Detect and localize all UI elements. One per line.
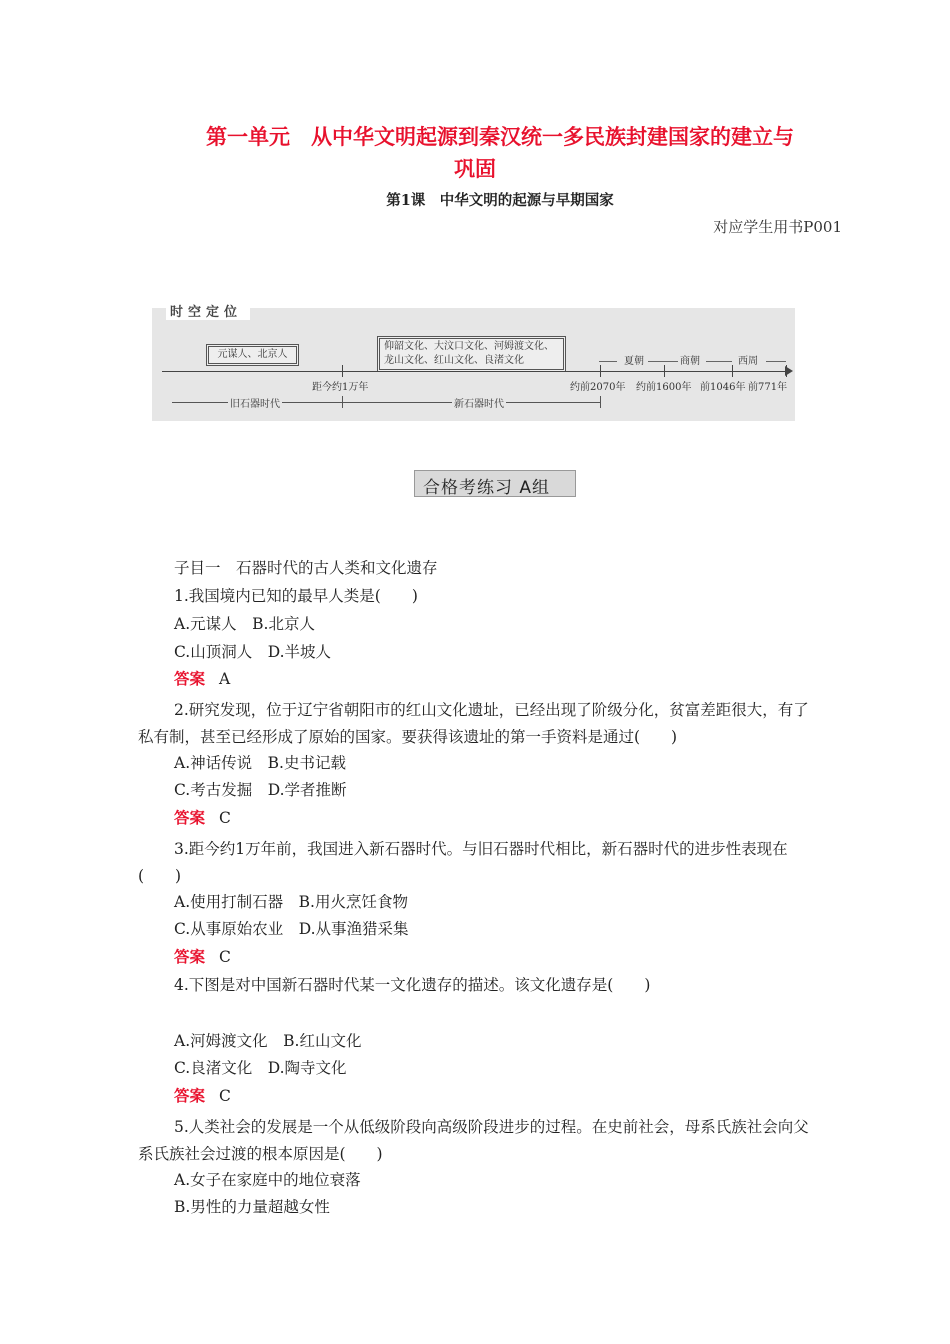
unit-title: 第一单元 从中华文明起源到秦汉统一多民族封建国家的建立与	[206, 124, 794, 149]
dynasty-shang: 商朝	[680, 356, 700, 367]
neolithic-cultures-box	[377, 336, 566, 372]
badge-group: A组	[519, 478, 551, 498]
tick-1600bc	[664, 365, 665, 377]
tick-2070bc	[600, 365, 601, 377]
q2-stem: 2.研究发现，位于辽宁省朝阳市的红山文化遗址，已经出现了阶级分化，贫富差距很大，有了私有制，甚至已经形成了原始的国家。要获得该遗址的第一手资料是通过( )	[138, 701, 809, 746]
page-reference: 对应学生用书P001	[713, 218, 842, 236]
mark-2070bc: 约前2070年	[570, 382, 626, 393]
answer-value: C	[219, 1087, 231, 1105]
zhou-span-right	[766, 361, 786, 362]
shang-span-left	[664, 361, 678, 362]
badge-label: 合格考练习	[423, 478, 513, 498]
q5-option-b: B.男性的力量超越女性	[174, 1198, 330, 1216]
mark-10000-years: 距今约1万年	[312, 382, 369, 393]
q2-options-1: A.神话传说 B.史书记载	[174, 754, 346, 772]
answer-label: 答案	[174, 947, 206, 966]
xia-span-right	[648, 361, 664, 362]
q5-stem: 5.人类社会的发展是一个从低级阶段向高级阶段进步的过程。在史前社会，母系氏族社会向父系氏族社会过渡的根本原因是( )	[138, 1118, 809, 1163]
q3-answer	[174, 947, 231, 967]
q1-options-2: C.山顶洞人 D.半坡人	[174, 643, 332, 661]
tick-1046bc	[732, 365, 733, 377]
dynasty-western-zhou: 西周	[738, 356, 758, 367]
mark-1600bc: 约前1600年	[636, 382, 692, 393]
q4-options-2: C.良渚文化 D.陶寺文化	[174, 1059, 347, 1077]
tick-10000	[342, 365, 343, 377]
q1-answer	[174, 669, 230, 689]
tick-771bc	[786, 365, 787, 377]
paleolithic-humans-box: 元谋人、北京人	[206, 344, 299, 366]
timeline-axis	[162, 371, 789, 372]
answer-value: C	[219, 948, 231, 966]
q2-options-2: C.考古发掘 D.学者推断	[174, 781, 347, 799]
answer-value: C	[219, 809, 231, 827]
badge-text	[423, 473, 550, 498]
q1-options-1: A.元谋人 B.北京人	[174, 615, 315, 633]
answer-label: 答案	[174, 1086, 206, 1105]
q4-answer	[174, 1086, 231, 1106]
q2-answer	[174, 808, 231, 828]
mark-771bc: 前771年	[748, 382, 788, 393]
q4-options-1: A.河姆渡文化 B.红山文化	[174, 1032, 362, 1050]
era-end	[600, 396, 601, 408]
section-heading: 子目一 石器时代的古人类和文化遗存	[174, 559, 438, 577]
lesson-title: 第1课 中华文明的起源与早期国家	[386, 192, 614, 209]
shang-span-right	[706, 361, 732, 362]
timeline-figure	[152, 305, 795, 421]
q3-options-1: A.使用打制石器 B.用火烹饪食物	[174, 893, 408, 911]
era-paleolithic: 旧石器时代	[228, 395, 282, 410]
xia-span-left	[599, 361, 617, 362]
q3-options-2: C.从事原始农业 D.从事渔猎采集	[174, 920, 409, 938]
neolithic-cultures-line1: 仰韶文化、大汶口文化、河姆渡文化、	[384, 341, 554, 352]
q5-option-a: A.女子在家庭中的地位衰落	[174, 1171, 361, 1189]
q4-stem: 4.下图是对中国新石器时代某一文化遗存的描述。该文化遗存是( )	[174, 976, 651, 994]
unit-title-continued: 巩固	[454, 156, 496, 181]
answer-value: A	[219, 670, 231, 688]
q3-stem: 3.距今约1万年前，我国进入新石器时代。与旧石器时代相比，新石器时代的进步性表现在( )	[138, 840, 788, 885]
q1-stem: 1.我国境内已知的最早人类是( )	[174, 587, 418, 605]
answer-label: 答案	[174, 669, 206, 688]
timeline-title: 时空定位	[166, 301, 250, 320]
badge-frame	[414, 470, 576, 497]
dynasty-xia: 夏朝	[624, 356, 644, 367]
era-neolithic: 新石器时代	[452, 395, 506, 410]
neolithic-cultures-line2: 龙山文化、红山文化、良渚文化	[384, 355, 524, 366]
answer-label: 答案	[174, 808, 206, 827]
mark-1046bc: 前1046年	[700, 382, 746, 393]
